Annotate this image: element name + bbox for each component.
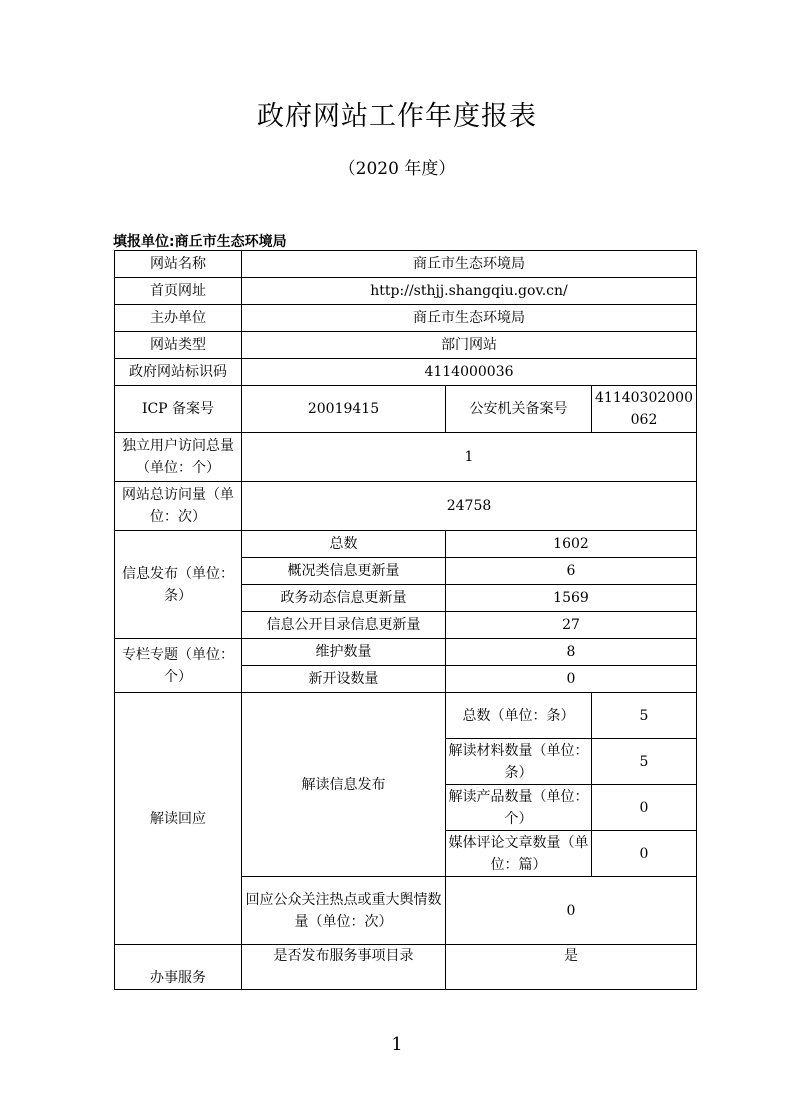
table-row	[115, 482, 697, 531]
site-type-value: 部门网站	[242, 332, 697, 359]
info-overview-label: 概况类信息更新量	[242, 558, 446, 585]
interp-media-value: 0	[592, 831, 697, 877]
columns-maintained-value: 8	[446, 639, 697, 666]
service-label: 办事服务	[115, 945, 242, 990]
columns-new-value: 0	[446, 666, 697, 693]
sponsor-label: 主办单位	[115, 305, 242, 332]
table-row	[115, 305, 697, 332]
interp-media-label: 媒体评论文章数量（单位：篇）	[446, 831, 592, 877]
columns-label: 专栏专题（单位：个）	[115, 639, 242, 693]
info-total-label: 总数	[242, 531, 446, 558]
info-total-value: 1602	[446, 531, 697, 558]
info-news-value: 1569	[446, 585, 697, 612]
site-id-label: 政府网站标识码	[115, 359, 242, 386]
service-catalog-value: 是	[446, 945, 697, 990]
info-catalog-label: 信息公开目录信息更新量	[242, 612, 446, 639]
interp-products-value: 0	[592, 785, 697, 831]
police-record-value: 41140302000062	[592, 386, 697, 433]
response-value: 0	[446, 877, 697, 945]
homepage-value: http://sthjj.shangqiu.gov.cn/	[242, 278, 697, 305]
table-row	[115, 332, 697, 359]
info-news-label: 政务动态信息更新量	[242, 585, 446, 612]
interpretation-sub-label: 解读信息发布	[242, 693, 446, 877]
response-label: 回应公众关注热点或重大舆情数量（单位：次）	[242, 877, 446, 945]
columns-maintained-label: 维护数量	[242, 639, 446, 666]
site-name-label: 网站名称	[115, 251, 242, 278]
table-row	[115, 639, 697, 666]
table-row	[115, 693, 697, 739]
icp-label: ICP 备案号	[115, 386, 242, 433]
filler-unit: 填报单位:商丘市生态环境局	[113, 234, 287, 250]
total-visits-value: 24758	[242, 482, 697, 531]
unique-users-value: 1	[242, 433, 697, 482]
interpretation-label: 解读回应	[115, 693, 242, 945]
table-row	[115, 359, 697, 386]
interp-products-label: 解读产品数量（单位：个）	[446, 785, 592, 831]
total-visits-label: 网站总访问量（单位：次）	[115, 482, 242, 531]
site-type-label: 网站类型	[115, 332, 242, 359]
site-id-value: 4114000036	[242, 359, 697, 386]
columns-new-label: 新开设数量	[242, 666, 446, 693]
info-publish-label: 信息发布（单位：条）	[115, 531, 242, 639]
table-row	[115, 531, 697, 558]
interp-total-label: 总数（单位：条）	[446, 693, 592, 739]
report-title: 政府网站工作年度报表	[257, 101, 537, 132]
report-year: （2020 年度）	[338, 159, 456, 179]
report-table	[114, 250, 697, 990]
info-overview-value: 6	[446, 558, 697, 585]
page-number: 1	[391, 1034, 403, 1055]
homepage-label: 首页网址	[115, 278, 242, 305]
interp-total-value: 5	[592, 693, 697, 739]
site-name-value: 商丘市生态环境局	[242, 251, 697, 278]
service-catalog-label: 是否发布服务事项目录	[242, 945, 446, 990]
table-row	[115, 278, 697, 305]
unique-users-label: 独立用户访问总量（单位：个）	[115, 433, 242, 482]
sponsor-value: 商丘市生态环境局	[242, 305, 697, 332]
info-catalog-value: 27	[446, 612, 697, 639]
table-row	[115, 386, 697, 433]
police-record-label: 公安机关备案号	[446, 386, 592, 433]
table-row	[115, 251, 697, 278]
interp-materials-value: 5	[592, 739, 697, 785]
icp-value: 20019415	[242, 386, 446, 433]
table-row	[115, 433, 697, 482]
interp-materials-label: 解读材料数量（单位：条）	[446, 739, 592, 785]
table-row	[115, 945, 697, 990]
